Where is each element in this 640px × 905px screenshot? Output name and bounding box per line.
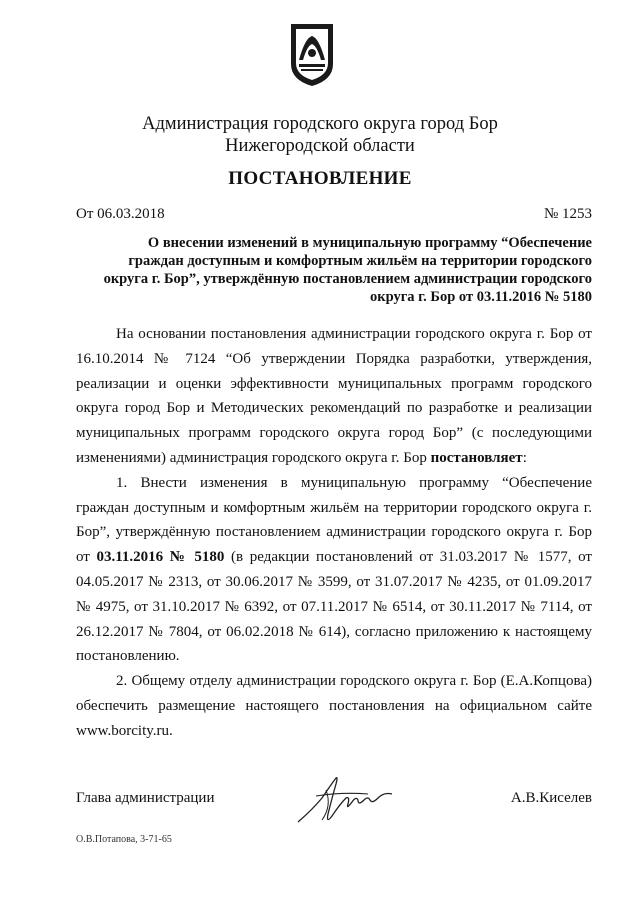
- signatory-role: Глава администрации: [76, 790, 215, 806]
- signatory-name: А.В.Киселев: [510, 790, 592, 806]
- subject-line: округа г. Бор от 03.11.2016 № 5180: [370, 289, 592, 305]
- item-1-bold-ref: 03.11.2016 № 5180: [96, 549, 225, 566]
- paragraph-preamble: [76, 322, 592, 471]
- document-body: [76, 322, 592, 744]
- handwritten-signature: [292, 770, 402, 830]
- organization-region: Нижегородской области: [225, 136, 415, 156]
- document-number: № 1253: [543, 206, 592, 222]
- organization-name: Администрация городского округа город Бор: [142, 114, 498, 134]
- resolution-keyword: постановляет: [430, 449, 523, 466]
- subject-line: округа г. Бор”, утверждённую постановлением администрации городского: [103, 271, 592, 287]
- paragraph-item-1: [76, 471, 592, 669]
- item-1-rest: (в редакции постановлений от 31.03.2017 № 1577, от 04.05.2017 № 2313, от 30.06.2017 № 3599, от 31.07.2017 № 4235, от 01.09.2017 № 4975, от 31.10.2017 № 6392, от 07.11.2017 № 6514, от 30.11.2017 № 7114, от 26.12.2017 № 7804, от 06.02.2018 № 614), согласно приложению к настоящему постановлению.: [76, 549, 592, 665]
- document-date: От 06.03.2018: [76, 206, 165, 222]
- paragraph-item-2: 2. Общему отделу администрации городского округа г. Бор (Е.А.Копцова) обеспечить размещение настоящего постановления на официальном сайте www.borcity.ru.: [76, 673, 592, 739]
- preamble-text: На основании постановления администрации городского округа г. Бор от 16.10.2014 № 7124 “Об утверждении Порядка разработки, утверждения, реализации и оценки эффективности муниципальных программ городского округа город Бор и Методических рекомендаций по разработке и реализации муниципальных программ городского округа город Бор” (с последующими изменениями) администрация городского округа г. Бор: [76, 326, 592, 466]
- document-type: ПОСТАНОВЛЕНИЕ: [228, 168, 412, 189]
- subject-line: граждан доступным и комфортным жильём на территории городского: [128, 253, 592, 269]
- coat-of-arms-icon: [287, 20, 337, 90]
- subject-line: О внесении изменений в муниципальную программу “Обеспечение: [147, 235, 592, 251]
- executor-contact: О.В.Потапова, 3-71-65: [76, 834, 172, 845]
- document-subject: [76, 234, 592, 306]
- item-1-text: 1. Внести изменения в муниципальную программу “Обеспечение граждан доступным и комфортным жильём на территории городского округа г. Бор”, утверждённую постановлением администрации городского округа г. Бор от: [76, 474, 592, 566]
- preamble-end: :: [522, 449, 527, 466]
